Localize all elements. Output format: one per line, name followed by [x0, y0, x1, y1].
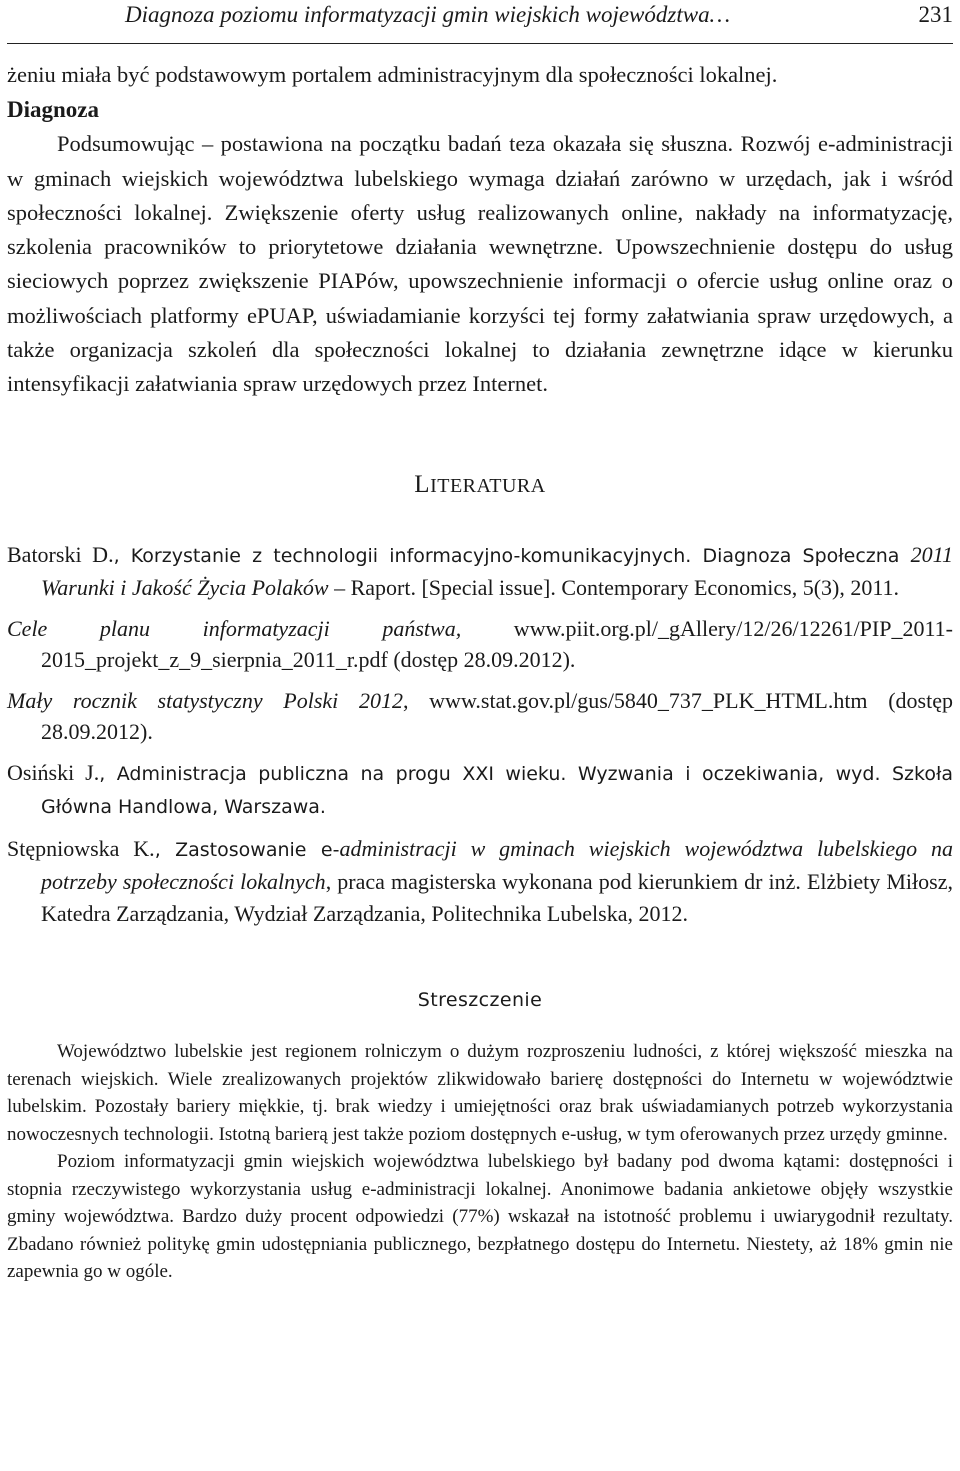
reference-item: Mały rocznik statystyczny Polski 2012, www.stat.gov.pl/gus/5840_737_PLK_HTML.htm (dostęp 28.09.2012).: [7, 687, 953, 745]
abstract-paragraph: Województwo lubelskie jest regionem rolniczym o dużym rozproszeniu ludności, z której większość mieszka na terenach wiejskich. Wiele zrealizowanych projektów zlikwidowało barierę dostępności do Internetu w województwie lubelskim. Pozostały bariery miękkie, tj. brak wiedzy i umiejętności oraz brak uświadamianych potrzeb wykorzystania nowoczesnych technologii. Istotną barierą jest także poziom dostępnych e-usług, w tym oferowanych przez urzędy gminne.: [7, 1041, 953, 1145]
reference-item: Osiński J., Administracja publiczna na progu XXI wieku. Wyzwania i oczekiwania, wyd. Szkoła Główna Handlowa, Warszawa.: [7, 759, 953, 819]
page: [7, 0, 953, 1286]
ref-author: Osiński J.: [7, 759, 100, 785]
page-header: [7, 0, 953, 44]
ref-author: Batorski D.: [7, 541, 114, 567]
continuation-paragraph: żeniu miała być podstawowym portalem administracyjnym dla społeczności lokalnej.: [7, 62, 778, 87]
abstract-heading: Streszczenie: [417, 989, 543, 1012]
abstract-paragraph: Poziom informatyzacji gmin wiejskich województwa lubelskiego był badany pod dwoma kątami: dostępności i stopnia rzeczywistego wykorzystania usług e-administracji lokalnej. Anonimowe badania ankietowe objęły wszystkie gminy województwa. Bardzo duży procent odpowiedzi (77%) wskazał na istotność problemu i uwiarygodnił rezultaty. Zbadano również politykę gmin udostępniania publicznego, bezpłatnego dostępu do Internetu. Niestety, aż 18% gmin nie zapewnia go w ogóle.: [7, 1151, 953, 1283]
running-title: Diagnoza poziomu informatyzacji gmin wiejskich województwa…: [125, 2, 731, 27]
conclusion-paragraph: Podsumowując – postawiona na początku badań teza okazała się słuszna. Rozwój e-administracji w gminach wiejskich województwa lubelskiego wymaga działań zarówno w urzędach, jak i wśród społeczności lokalnej. Zwiększenie oferty usług realizowanych online, nakłady na informatyzację, szkolenia pracowników to priorytetowe działania wewnętrzne. Upowszechnienie dostępu do usług sieciowych poprzez zwiększenie PIAPów, upowszechnienie informacji o ofercie usług online oraz o możliwościach platformy ePUAP, uświadamianie korzyści tej formy załatwiania spraw urzędowych, a także organizacja szkoleń dla społeczności lokalnej to działania zewnętrzne idące w kierunku intensyfikacji załatwiania spraw urzędowych przez Internet.: [7, 131, 953, 397]
reference-item: Cele planu informatyzacji państwa, www.piit.org.pl/_gAllery/12/26/12261/PIP_2011-2015_projekt_z_9_sierpnia_2011_r.pdf (dostęp 28.09.2012).: [7, 615, 953, 673]
reference-item: Batorski D., Korzystanie z technologii informacyjno-komunikacyjnych. Diagnoza Społeczna 2011 Warunki i Jakość Życia Polaków – Raport. [Special issue]. Contemporary Economics, 5(3), 2011.: [7, 541, 953, 601]
page-number: 231: [918, 2, 953, 27]
reference-item: Stępniowska K., Zastosowanie e-administracji w gminach wiejskich województwa lubelskiego na potrzeby społeczności lokalnych, praca magisterska wykonana pod kierunkiem dr inż. Elżbiety Miłosz, Katedra Zarządzania, Wydział Zarządzania, Politechnika Lubelska, 2012.: [7, 835, 954, 926]
section-heading: Diagnoza: [7, 97, 99, 123]
abstract: [7, 1038, 953, 1286]
ref-author: Stępniowska K.: [7, 835, 155, 861]
reference-list: [7, 539, 953, 930]
literature-heading: LITERATURA: [414, 470, 546, 498]
